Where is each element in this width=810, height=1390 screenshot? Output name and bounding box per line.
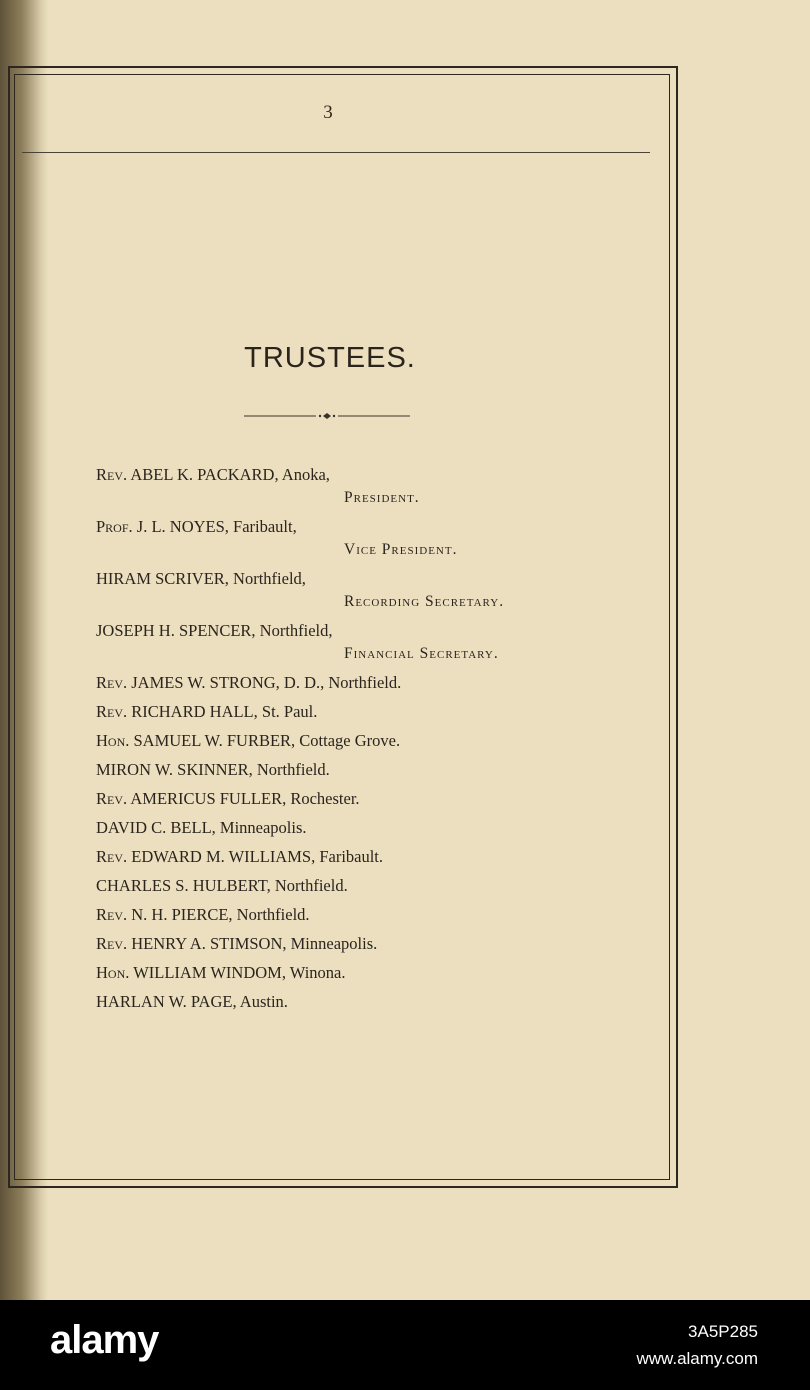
trustee-title-prefix: Rev. [96, 673, 128, 692]
trustee-name: HENRY A. STIMSON, Minneapolis. [131, 934, 378, 953]
alamy-logo: alamy [50, 1318, 159, 1362]
trustee-line [96, 789, 360, 808]
trustee-title-prefix: Rev. [96, 934, 128, 953]
trustee-line [96, 465, 330, 484]
trustee-office: President. [344, 489, 420, 506]
trustee-line [96, 517, 297, 536]
trustee-line [96, 673, 401, 692]
trustee-title-prefix: Rev. [96, 465, 128, 484]
trustee-entry [96, 960, 616, 989]
trustee-line [96, 876, 348, 895]
trustee-entry [96, 728, 616, 757]
watermark-url: www.alamy.com [636, 1349, 758, 1368]
trustee-line [96, 731, 400, 750]
trustee-name: N. H. PIERCE, Northfield. [131, 905, 310, 924]
trustee-entry [96, 757, 616, 786]
trustee-line [96, 569, 306, 588]
trustee-title-prefix: Hon. [96, 963, 130, 982]
trustee-name: DAVID C. BELL, Minneapolis. [96, 818, 307, 837]
trustee-name: JOSEPH H. SPENCER, Northfield, [96, 621, 333, 640]
trustee-name: MIRON W. SKINNER, Northfield. [96, 760, 330, 779]
trustee-name: WILLIAM WINDOM, Winona. [133, 963, 346, 982]
ornament-divider-icon [244, 410, 410, 422]
trustee-name: CHARLES S. HULBERT, Northfield. [96, 876, 348, 895]
trustee-entry [96, 786, 616, 815]
trustee-name: AMERICUS FULLER, Rochester. [130, 789, 360, 808]
trustee-line [96, 702, 317, 721]
trustee-title-prefix: Rev. [96, 905, 128, 924]
trustee-name: EDWARD M. WILLIAMS, Faribault. [131, 847, 384, 866]
trustee-entry [96, 618, 616, 670]
image-id: 3A5P285 [688, 1322, 758, 1341]
trustee-title-prefix: Rev. [96, 847, 128, 866]
page-number: 3 [323, 102, 333, 123]
trustee-name: JAMES W. STRONG, D. D., Northfield. [131, 673, 402, 692]
trustee-name: HIRAM SCRIVER, Northfield, [96, 569, 306, 588]
trustee-line [96, 934, 377, 953]
trustee-office: Vice President. [344, 541, 458, 558]
trustee-office: Recording Secretary. [344, 593, 505, 610]
trustee-name: J. L. NOYES, Faribault, [136, 517, 297, 536]
page-title: TRUSTEES. [244, 342, 416, 374]
header-rule [22, 152, 650, 153]
trustee-line [96, 963, 345, 982]
trustee-entry [96, 902, 616, 931]
trustee-entry [96, 844, 616, 873]
trustee-line [96, 847, 383, 866]
trustee-line [96, 818, 307, 837]
trustee-name: ABEL K. PACKARD, Anoka, [130, 465, 330, 484]
trustee-name: HARLAN W. PAGE, Austin. [96, 992, 288, 1011]
trustee-title-prefix: Rev. [96, 702, 128, 721]
trustee-title-prefix: Hon. [96, 731, 130, 750]
trustee-name: RICHARD HALL, St. Paul. [131, 702, 318, 721]
trustee-line [96, 992, 288, 1011]
trustee-entry [96, 931, 616, 960]
trustee-entry [96, 699, 616, 728]
trustee-title-prefix: Prof. [96, 517, 133, 536]
trustee-entry [96, 873, 616, 902]
trustee-entry [96, 670, 616, 699]
trustee-title-prefix: Rev. [96, 789, 128, 808]
trustee-name: SAMUEL W. FURBER, Cottage Grove. [133, 731, 401, 750]
trustee-line [96, 621, 333, 640]
trustee-entry [96, 462, 616, 514]
trustee-list [96, 462, 616, 1018]
trustee-line [96, 905, 310, 924]
trustee-line [96, 760, 330, 779]
trustee-entry [96, 566, 616, 618]
trustee-entry [96, 989, 616, 1018]
trustee-office: Financial Secretary. [344, 645, 499, 662]
trustee-entry [96, 514, 616, 566]
trustee-entry [96, 815, 616, 844]
